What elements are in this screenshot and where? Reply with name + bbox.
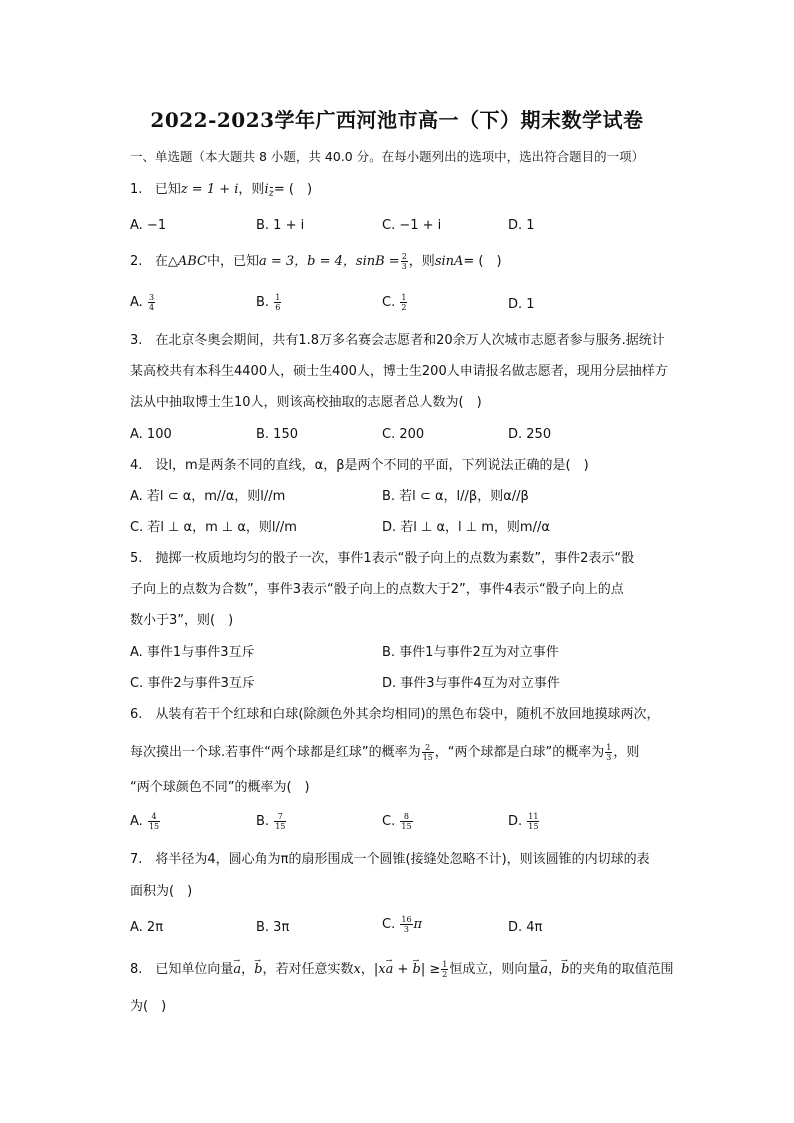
- q4-option-d: D. 若l ⊥ α，l ⊥ m，则m//α: [382, 520, 550, 535]
- q3-option-a: A. 100: [130, 427, 172, 442]
- q5-option-b: B. 事件1与事件2互为对立事件: [382, 645, 559, 660]
- q2-option-d: D. 1: [508, 297, 535, 312]
- q2-option-c: C. $\frac{1}{2}$: [382, 293, 407, 312]
- question-5-line-1: 5. 抛掷一枚质地均匀的骰子一次，事件1表示“骰子向上的点数为素数”，事件2表示“骰: [130, 551, 635, 566]
- q5-option-c: C. 事件2与事件3互斥: [130, 676, 255, 691]
- question-3-line-3: 法从中抽取博士生10人，则该高校抽取的志愿者总人数为( ): [130, 395, 482, 410]
- question-6-line-2: 每次摸出一个球.若事件“两个球都是红球”的概率为 $\frac{2}{15}$ ，“两个球都是白球”的概率为 $\frac{1}{3}$ ，则: [130, 743, 640, 762]
- q5-option-d: D. 事件3与事件4互为对立事件: [382, 676, 560, 691]
- q6-option-a: A. $\frac{4}{15}$: [130, 812, 160, 831]
- question-8-line-2: 为( ): [130, 999, 167, 1014]
- question-7-line-1: 7. 将半径为4，圆心角为π的扇形围成一个圆锥(接缝处忽略不计)，则该圆锥的内切球的表: [130, 852, 650, 867]
- q4-option-b: B. 若l ⊂ α，l//β，则α//β: [382, 489, 529, 504]
- q2-option-b: B. $\frac{1}{6}$: [256, 293, 281, 312]
- question-3-line-1: 3. 在北京冬奥会期间，共有1.8万多名赛会志愿者和20余万人次城市志愿者参与服务.据统计: [130, 333, 665, 348]
- question-6-line-3: “两个球颜色不同”的概率为( ): [130, 780, 310, 795]
- question-4-line-1: 4. 设l，m是两条不同的直线，α，β是两个不同的平面，下列说法正确的是( ): [130, 458, 589, 473]
- question-7-line-2: 面积为( ): [130, 884, 193, 899]
- q4-option-c: C. 若l ⊥ α，m ⊥ α，则l//m: [130, 520, 297, 535]
- question-6-line-1: 6. 从装有若干个红球和白球(除颜色外其余均相同)的黑色布袋中，随机不放回地摸球两次，: [130, 707, 660, 722]
- q7-option-b: B. 3π: [256, 920, 290, 935]
- q3-option-d: D. 250: [508, 427, 552, 442]
- q1-option-d: D. 1: [508, 218, 535, 233]
- q7-option-d: D. 4π: [508, 920, 543, 935]
- q6-option-b: B. $\frac{7}{15}$: [256, 812, 286, 831]
- q1-option-c: C. −1 + i: [382, 218, 442, 233]
- question-2: 2. 在△ABC中，已知a = 3，b = 4，sinB = $\frac{2}{3}$ ，则sinA= ( ): [130, 252, 502, 271]
- q3-option-b: B. 150: [256, 427, 298, 442]
- q4-option-a: A. 若l ⊂ α，m//α，则l//m: [130, 489, 286, 504]
- question-5-line-3: 数小于3”，则( ): [130, 613, 234, 628]
- question-1: 1. 已知z = 1 + i，则iz= ( ): [130, 181, 312, 203]
- q2-option-a: A. $\frac{3}{4}$: [130, 293, 155, 312]
- q1-option-a: A. −1: [130, 218, 167, 233]
- question-3-line-2: 某高校共有本科生4400人，硕士生400人，博士生200人申请报名做志愿者，现用分层抽样方: [130, 364, 668, 379]
- q6-option-c: C. $\frac{8}{15}$: [382, 812, 412, 831]
- q1-option-b: B. 1 + i: [256, 218, 305, 233]
- q7-option-c: C. $\frac{16}{3}$ π: [382, 915, 423, 934]
- q6-option-d: D. $\frac{11}{15}$: [508, 812, 539, 831]
- section-heading: 一、单选题（本大题共 8 小题，共 40.0 分。在每小题列出的选项中，选出符合题目的一项）: [130, 149, 645, 164]
- fraction: $\frac{2}{3}$: [401, 252, 407, 271]
- page-title: 2022-2023学年广西河池市高一（下）期末数学试卷: [150, 108, 644, 132]
- q5-option-a: A. 事件1与事件3互斥: [130, 645, 255, 660]
- question-5-line-2: 子向上的点数为合数”，事件3表示“骰子向上的点数大于2”，事件4表示“骰子向上的点: [130, 582, 624, 597]
- q3-option-c: C. 200: [382, 427, 425, 442]
- question-8-line-1: 8. 已知单位向量→ a，→ b，若对任意实数x，|x→ a + → b| ≥ $\frac{1}{2}$ 恒成立，则向量→ a，→ b的夹角的取值范围: [130, 960, 674, 979]
- q7-option-a: A. 2π: [130, 920, 164, 935]
